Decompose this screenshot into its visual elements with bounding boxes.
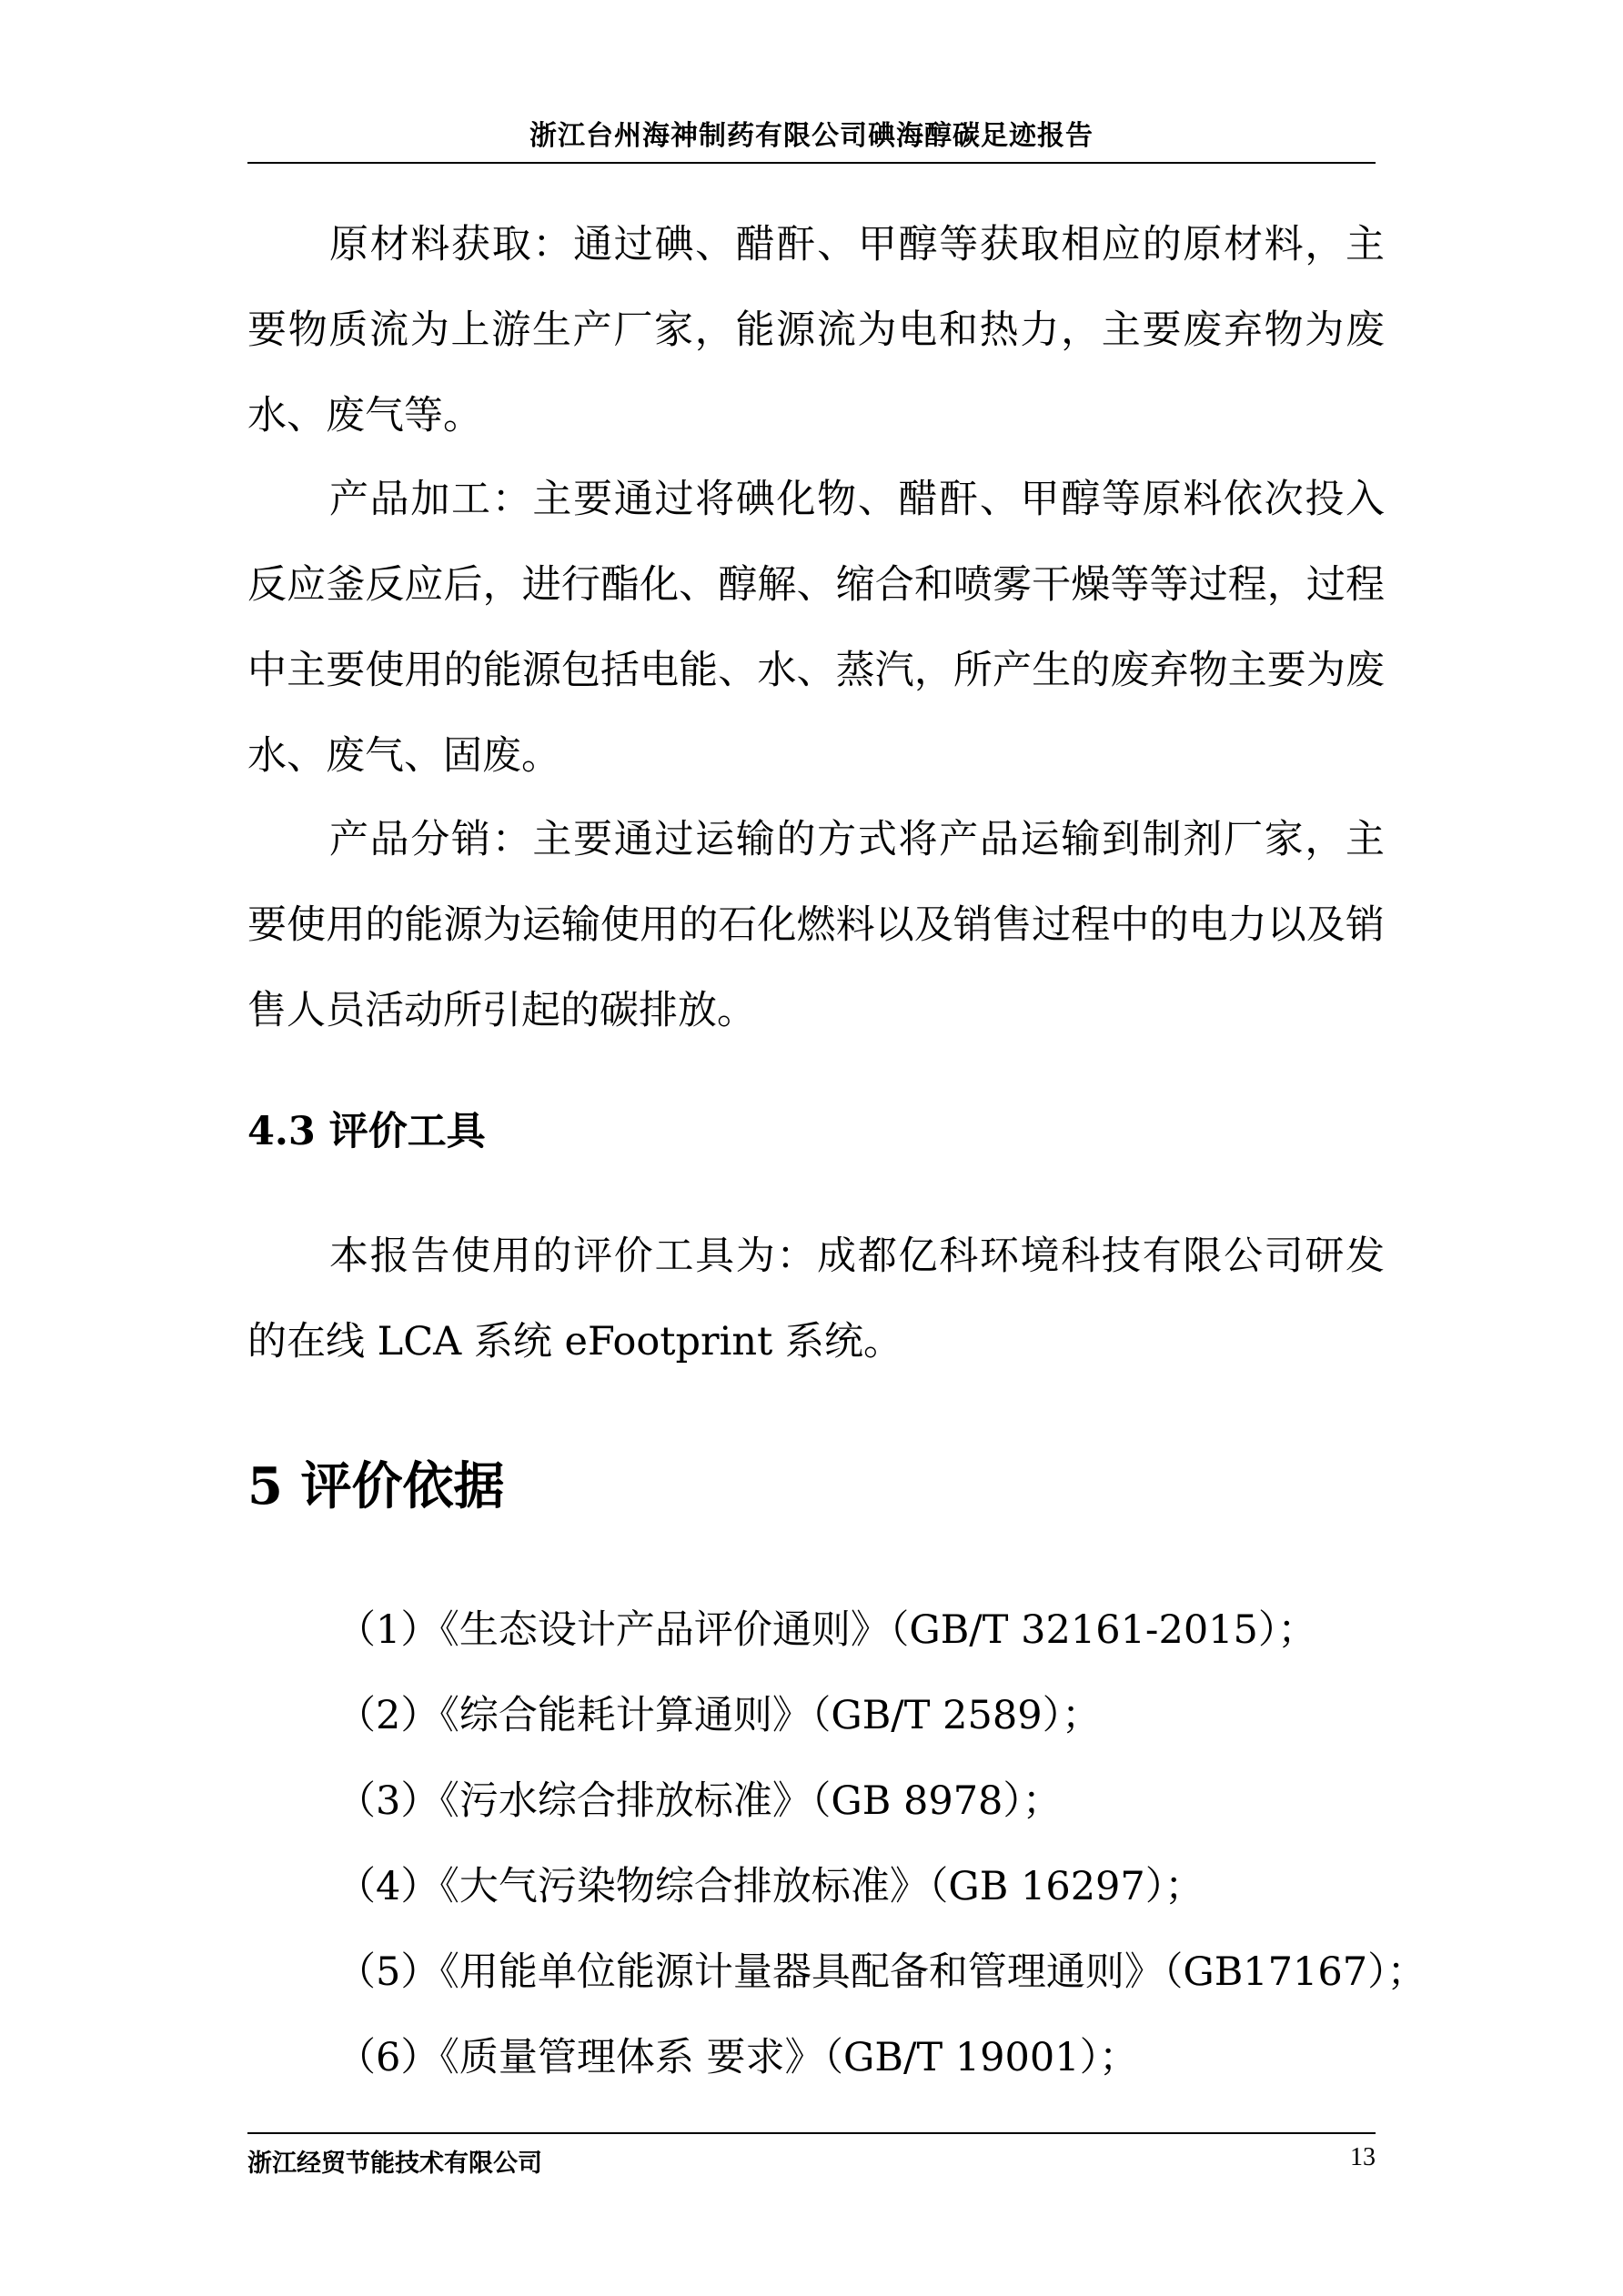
footer-divider [247,2132,1376,2134]
section-heading-4-3: 4.3 评价工具 [247,1109,486,1154]
section-heading-5: 5 评价依据 [247,1456,505,1516]
reference-item: （5）《用能单位能源计量器具配备和管理通则》（GB17167）； [337,1949,1426,1995]
reference-item: （6）《质量管理体系 要求》（GB/T 19001）； [337,2035,1139,2080]
header-title: 浙江台州海神制药有限公司碘海醇碳足迹报告 [529,120,1094,152]
paragraph-processing: 产品加工：主要通过将碘化物、醋酐、甲醇等原料依次投入反应釜反应后，进行酯化、醇解、缩合和喷雾干燥等等过程，过程中主要使用的能源包括电能、水、蒸汽，所产生的废弃物主要为废水、废气、固废。 [247,477,1385,779]
paragraph-raw-material: 原材料获取：通过碘、醋酐、甲醇等获取相应的原材料，主要物质流为上游生产厂家，能源流为电和热力，主要废弃物为废水、废气等。 [247,222,1385,438]
reference-list [337,1587,1426,2100]
reference-item: （4）《大气污染物综合排放标准》（GB 16297）； [337,1864,1205,1909]
reference-item: （3）《污水综合排放标准》（GB 8978）； [337,1778,1062,1824]
header-divider [247,162,1376,164]
reference-item: （2）《综合能耗计算通则》（GB/T 2589）； [337,1693,1102,1738]
paragraph-evaluation-tool: 本报告使用的评价工具为：成都亿科环境科技有限公司研发的在线 LCA 系统 eFootprint 系统。 [247,1234,1385,1365]
page-number: 13 [1350,2143,1376,2171]
footer-company: 浙江经贸节能技术有限公司 [247,2150,542,2178]
reference-item: （1）《生态设计产品评价通则》（GB/T 32161-2015）； [337,1607,1317,1653]
paragraph-distribution: 产品分销：主要通过运输的方式将产品运输到制剂厂家，主要使用的能源为运输使用的石化燃料以及销售过程中的电力以及销售人员活动所引起的碳排放。 [247,817,1385,1033]
